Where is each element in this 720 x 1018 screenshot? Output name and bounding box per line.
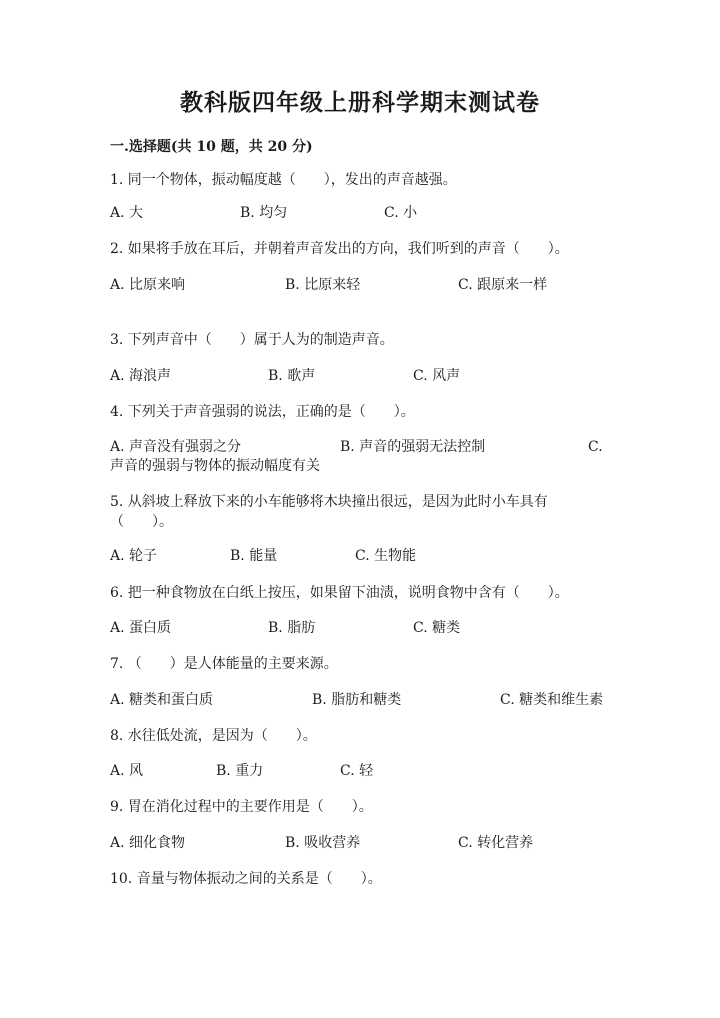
option-c: C. 跟原来一样 xyxy=(458,277,548,293)
option-a: A. 蛋白质 xyxy=(110,620,172,636)
option-c: C. 轻 xyxy=(340,763,374,779)
option-a: A. 比原来响 xyxy=(110,277,186,293)
options-7 xyxy=(110,690,610,710)
option-a: A. 轮子 xyxy=(110,548,158,564)
option-c: C. 生物能 xyxy=(355,548,417,564)
option-a: A. 声音没有强弱之分 xyxy=(110,439,242,455)
options-5 xyxy=(110,546,610,566)
option-b: B. 重力 xyxy=(216,763,264,779)
options-4 xyxy=(110,437,610,457)
options-1 xyxy=(110,203,610,223)
question-7: 7. （ ）是人体能量的主要来源。 xyxy=(110,656,338,672)
option-b: B. 声音的强弱无法控制 xyxy=(340,439,486,455)
section-heading: 一.选择题(共 10 题，共 20 分) xyxy=(110,139,313,155)
option-c: C. 转化营养 xyxy=(458,835,534,851)
option-c: C. 糖类 xyxy=(413,620,461,636)
question-9: 9. 胃在消化过程中的主要作用是（ ）。 xyxy=(110,799,373,815)
option-b: B. 吸收营养 xyxy=(285,835,361,851)
option-a: A. 大 xyxy=(110,205,144,221)
page-title: 教科版四年级上册科学期末测试卷 xyxy=(180,89,540,116)
question-1: 1. 同一个物体，振动幅度越（ ），发出的声音越强。 xyxy=(110,172,457,188)
options-3 xyxy=(110,366,610,386)
question-3: 3. 下列声音中（ ）属于人为的制造声音。 xyxy=(110,332,394,348)
question-10: 10. 音量与物体振动之间的关系是（ ）。 xyxy=(110,871,382,887)
option-a: A. 风 xyxy=(110,763,144,779)
question-8: 8. 水往低处流，是因为（ ）。 xyxy=(110,728,317,744)
question-4: 4. 下列关于声音强弱的说法，正确的是（ ）。 xyxy=(110,404,415,420)
options-9 xyxy=(110,833,610,853)
question-5: 5. 从斜坡上释放下来的小车能够将木块撞出很远，是因为此时小车具有（ ）。 xyxy=(110,494,548,530)
option-c: C. 糖类和维生素 xyxy=(500,692,604,708)
option-b: B. 脂肪和糖类 xyxy=(312,692,402,708)
option-b: B. 脂肪 xyxy=(268,620,316,636)
option-b: B. 能量 xyxy=(230,548,278,564)
question-6: 6. 把一种食物放在白纸上按压，如果留下油渍，说明食物中含有（ ）。 xyxy=(110,585,569,601)
option-b: B. 均匀 xyxy=(240,205,288,221)
options-6 xyxy=(110,618,610,638)
option-c: C. xyxy=(588,439,603,455)
option-a: A. 细化食物 xyxy=(110,835,186,851)
option-b: B. 歌声 xyxy=(268,368,316,384)
option-c: C. 风声 xyxy=(413,368,461,384)
option-c: C. 小 xyxy=(384,205,418,221)
option-b: B. 比原来轻 xyxy=(285,277,361,293)
options-8 xyxy=(110,761,610,781)
options-2 xyxy=(110,275,610,295)
option-a: A. 糖类和蛋白质 xyxy=(110,692,214,708)
question-2: 2. 如果将手放在耳后，并朝着声音发出的方向，我们听到的声音（ ）。 xyxy=(110,241,569,257)
option-a: A. 海浪声 xyxy=(110,368,172,384)
option-c-continued: 声音的强弱与物体的振动幅度有关 xyxy=(110,458,320,474)
